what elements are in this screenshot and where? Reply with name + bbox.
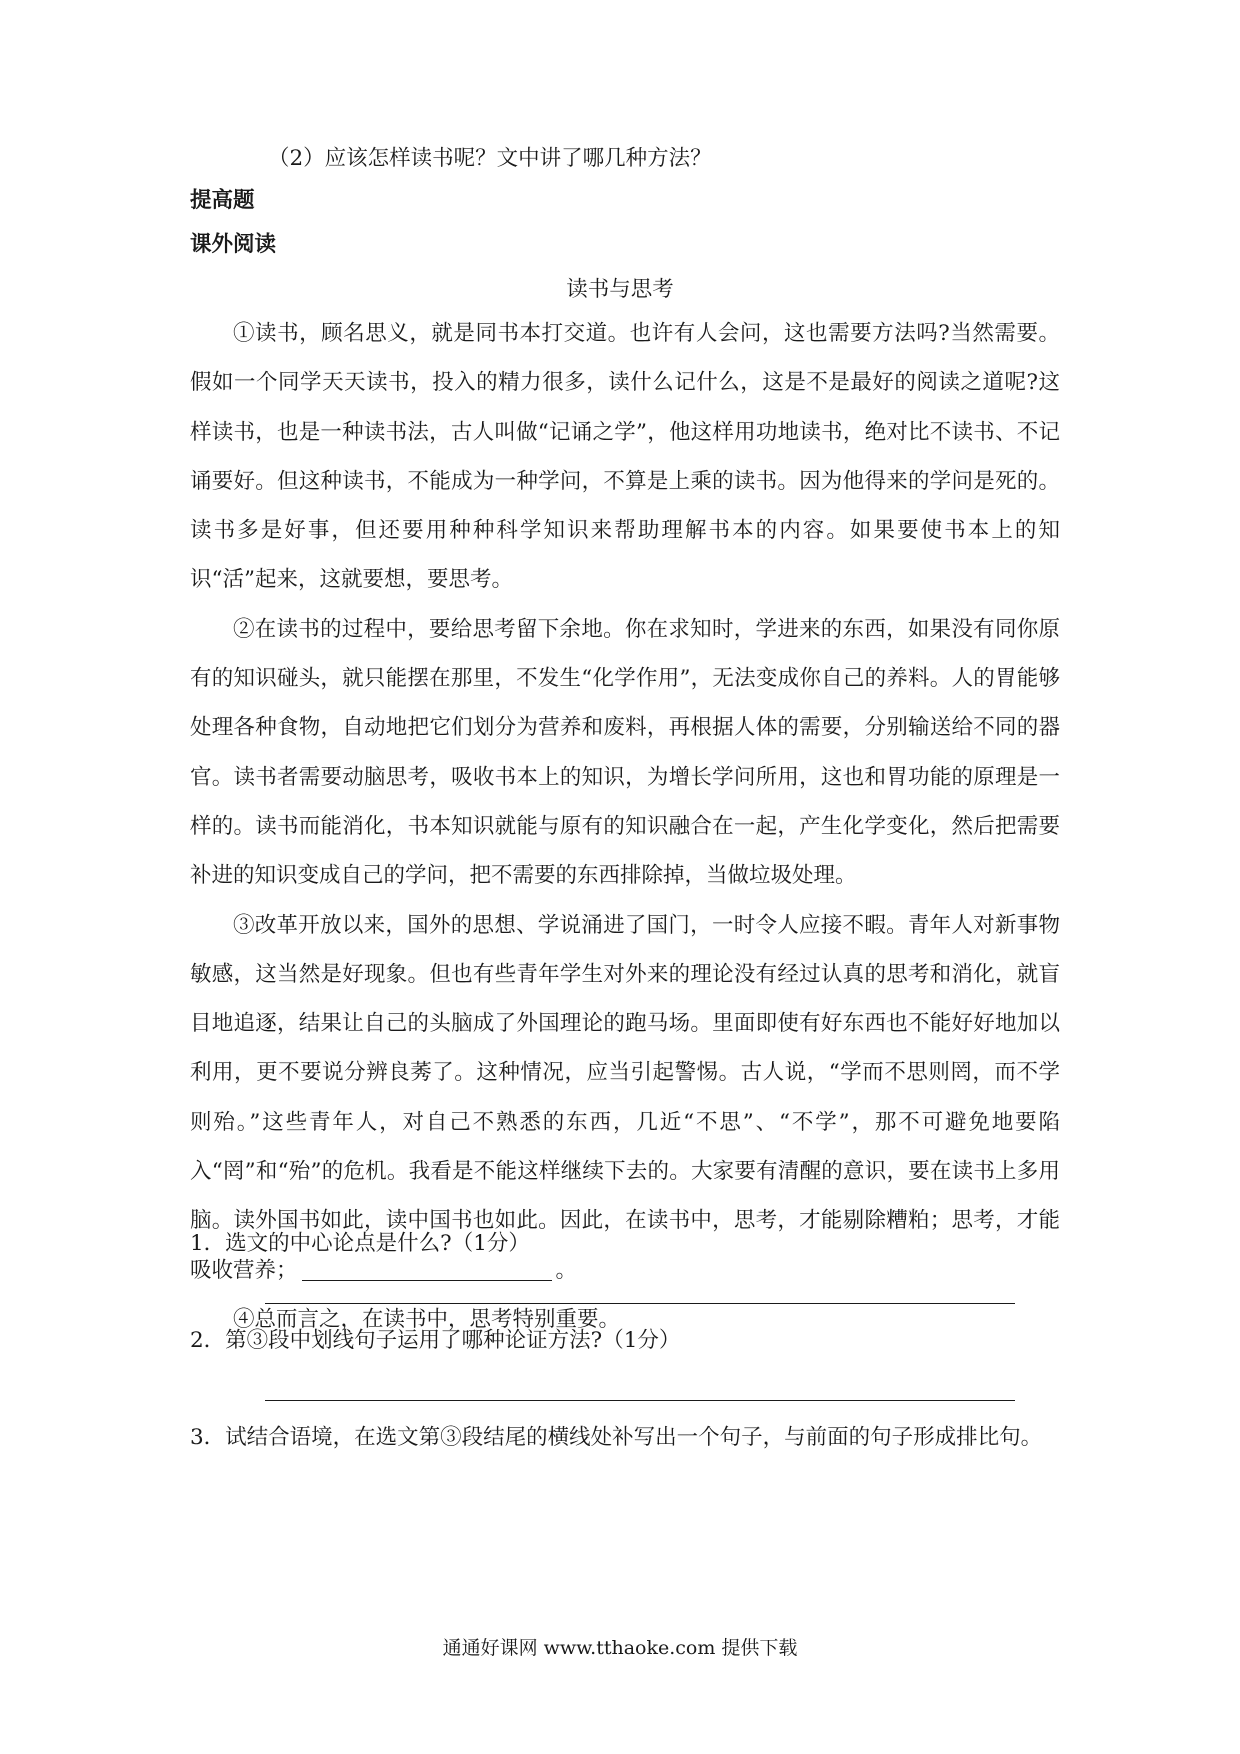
paragraph-4: ④总而言之，在读书中，思考特别重要。: [233, 1306, 621, 1332]
section-heading: 提高题: [190, 188, 255, 213]
answer-line-2[interactable]: [265, 1400, 1015, 1401]
paragraph-3-text: ③改革开放以来，国外的思想、学说涌进了国门，一时令人应接不暇。青年人对新事物敏感，这当然是好现象。但也有些青年学生对外来的理论没有经过认真的思考和消化，就盲目地追逐，结果让自己的头脑成了外国理论的跑马场。里面即使有好东西也不能好好地加以利用，更不要说分辨良莠了。这种情况，应当引起警惕。古人说，“学而不思则罔，而不学则殆。”这些青年人，对自己不熟悉的东西，几近“不思”、“不学”，那不可避免地要陷入“罔”和“殆”的危机。我看是不能这样继续下去的。大家要有清醒的意识，要在读书上多用脑。读外国书如此，读中国书也如此。因此，在读书中，思考，才能剔除糟粕；思考，才能吸收营养；: [190, 912, 1060, 1283]
paragraph-1: ①读书，顾名思义，就是同书本打交道。也许有人会问，这也需要方法吗?当然需要。假如一个同学天天读书，投入的精力很多，读什么记什么，这是不是最好的阅读之道呢?这样读书，也是一种读书法，古人叫做“记诵之学”，他这样用功地读书，绝对比不读书、不记诵要好。但这种读书，不能成为一种学问，不算是上乘的读书。因为他得来的学问是死的。读书多是好事，但还要用种种科学知识来帮助理解书本的内容。如果要使书本上的知识“活”起来，这就要想，要思考。: [190, 321, 1060, 593]
article-body: [190, 309, 1060, 1344]
question-3: 3．试结合语境，在选文第③段结尾的横线处补写出一个句子，与前面的句子形成排比句。: [190, 1425, 1043, 1450]
question-1: 1．选文的中心论点是什么?（1分）: [190, 1231, 530, 1256]
fill-in-blank[interactable]: [302, 1258, 552, 1281]
previous-question: （2）应该怎样读书呢？文中讲了哪几种方法？: [268, 146, 712, 171]
article-title: 读书与思考: [566, 277, 674, 302]
question-2: 2．第③段中划线句子运用了哪种论证方法?（1分）: [190, 1328, 681, 1353]
paragraph-3-end: 。: [555, 1257, 578, 1283]
subsection-heading: 课外阅读: [190, 232, 277, 257]
answer-line-1[interactable]: [265, 1303, 1015, 1304]
page-footer: 通通好课网 www.tthaoke.com 提供下载: [442, 1637, 798, 1659]
paragraph-2: ②在读书的过程中，要给思考留下余地。你在求知时，学进来的东西，如果没有同你原有的知识碰头，就只能摆在那里，不发生“化学作用”，无法变成你自己的养料。人的胃能够处理各种食物，自动地把它们划分为营养和废料，再根据人体的需要，分别输送给不同的器官。读书者需要动脑思考，吸收书本上的知识，为增长学问所用，这也和胃功能的原理是一样的。读书而能消化，书本知识就能与原有的知识融合在一起，产生化学变化，然后把需要补进的知识变成自己的学问，把不需要的东西排除掉，当做垃圾处理。: [190, 616, 1060, 889]
